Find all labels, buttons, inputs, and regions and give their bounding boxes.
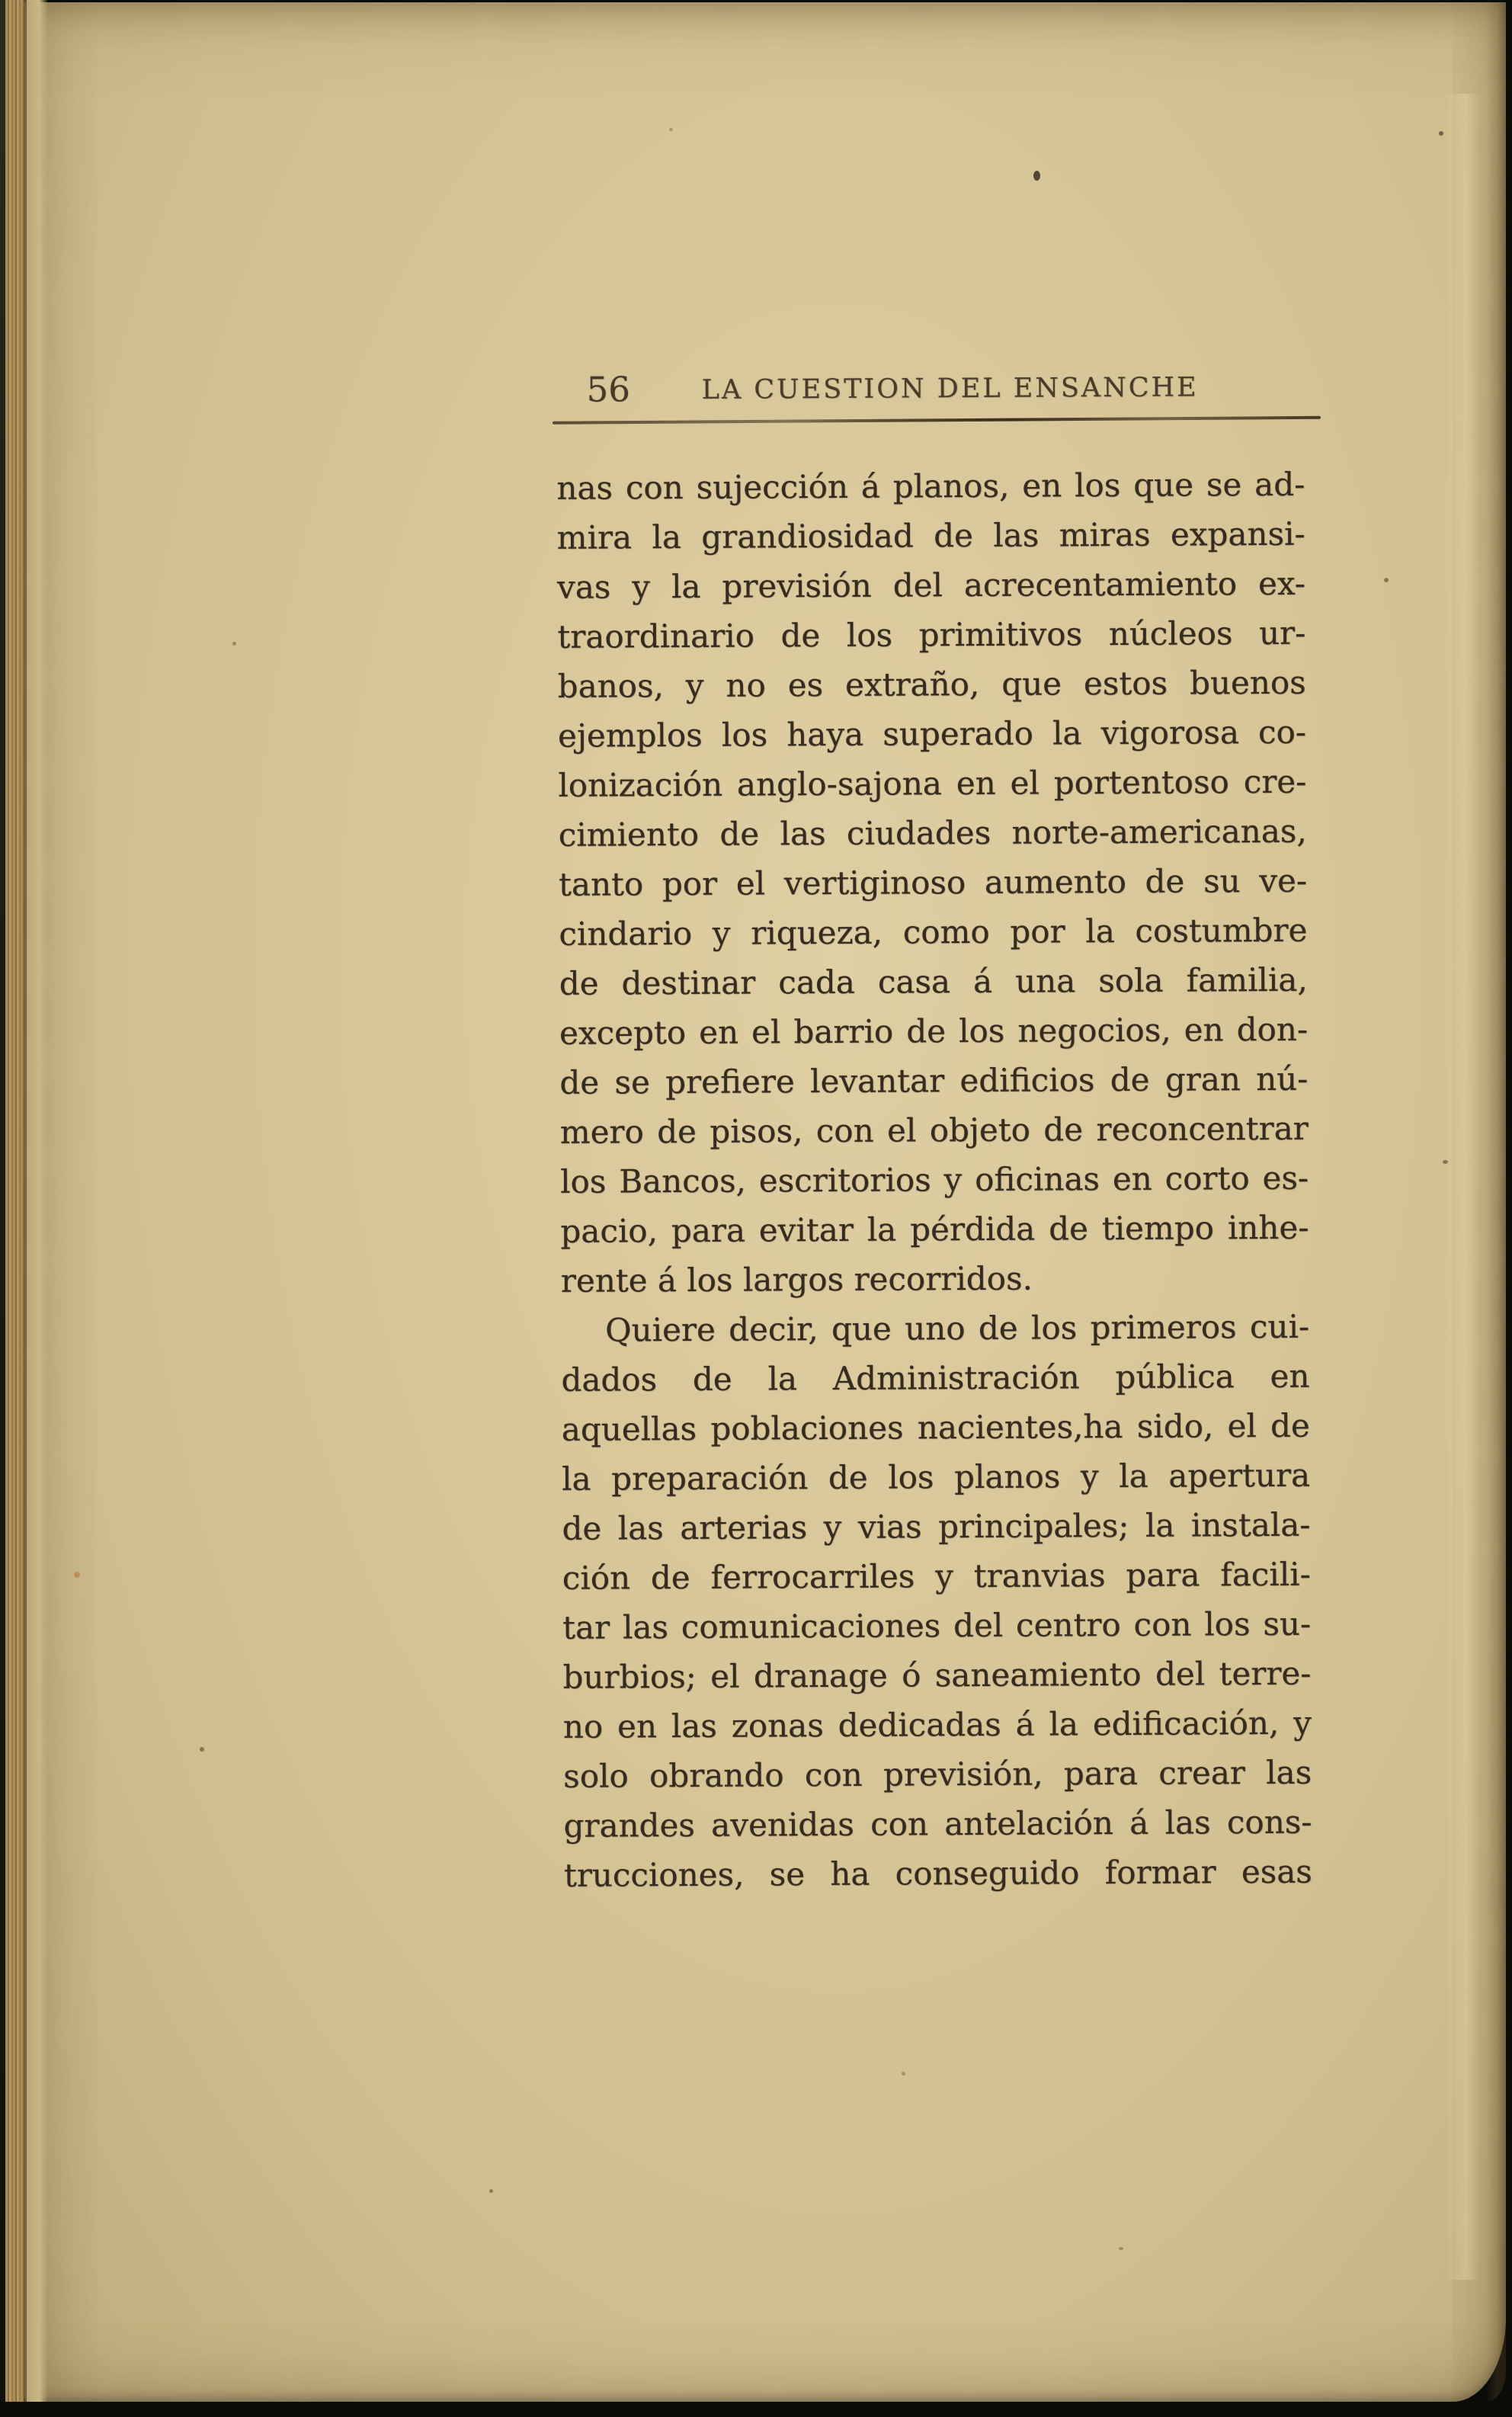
running-title: LA CUESTION DEL ENSANCHE	[701, 372, 1199, 406]
page-number: 56	[586, 369, 631, 410]
text-line: ejemplos los haya superado la vigorosa co-	[557, 713, 1307, 755]
text-line: rente á los largos recorridos.	[560, 1259, 1033, 1300]
text-line: los Bancos, escritorios y oficinas en corto es-	[560, 1159, 1309, 1200]
paper-speck	[74, 1572, 80, 1578]
text-line: dados de la Administración pública en	[561, 1357, 1310, 1399]
text-line: mira la grandiosidad de las miras expansi-	[556, 514, 1305, 556]
text-block	[556, 460, 1312, 1900]
text-line: tanto por el vertiginoso aumento de su ve-	[558, 861, 1308, 903]
paper-speck	[669, 128, 673, 131]
text-line: Quiere decir, que uno de los primeros cui-	[605, 1307, 1310, 1349]
text-line: nas con sujección á planos, en los que se ad-	[556, 465, 1305, 507]
text-line: banos, y no es extraño, que estos buenos	[557, 663, 1306, 705]
paper-speck	[1443, 1160, 1448, 1164]
text-line: excepto en el barrio de los negocios, en don-	[559, 1010, 1309, 1052]
text-line: cimiento de las ciudades norte-americanas,	[558, 812, 1307, 854]
text-line: vas y la previsión del acrecentamiento ex-	[556, 564, 1306, 606]
text-line: de las arterias y vias principales; la instala-	[562, 1505, 1311, 1547]
text-line: de se prefiere levantar edificios de gran nú-	[559, 1059, 1309, 1101]
text-line: aquellas poblaciones nacientes,ha sido, el de	[561, 1406, 1310, 1448]
text-line: pacio, para evitar la pérdida de tiempo inhe-	[560, 1208, 1309, 1250]
text-line: ción de ferrocarriles y tranvias para facili-	[562, 1555, 1311, 1597]
text-line: no en las zonas dedicadas á la edificación, y	[562, 1704, 1312, 1745]
text-line: burbios; el dranage ó saneamiento del terre-	[562, 1654, 1312, 1696]
paper-speck	[1439, 131, 1443, 136]
text-line: la preparación de los planos y la apertura	[562, 1456, 1311, 1498]
text-line: de destinar cada casa á una sola familia,	[559, 960, 1308, 1002]
text-line: mero de pisos, con el objeto de reconcentrar	[559, 1109, 1309, 1151]
text-line: grandes avenidas con antelación á las cons-	[563, 1803, 1312, 1845]
paper-speck	[902, 2072, 905, 2076]
paper-speck	[1033, 171, 1040, 181]
text-line: trucciones, se ha conseguido formar esas	[563, 1852, 1313, 1894]
paper-speck	[1384, 578, 1389, 582]
text-line: solo obrando con previsión, para crear las	[563, 1753, 1312, 1795]
paper-speck	[489, 2189, 493, 2193]
text-line: lonización anglo-sajona en el portentoso cre-	[558, 762, 1307, 804]
text-line: tar las comunicaciones del centro con los su-	[562, 1604, 1312, 1646]
text-line: cindario y riqueza, como por la costumbre	[559, 911, 1308, 953]
header-rule	[553, 416, 1321, 425]
paper-speck	[200, 1747, 204, 1752]
text-line: traordinario de los primitivos núcleos ur-	[557, 614, 1306, 656]
paper-speck	[1119, 2247, 1123, 2250]
paper-speck	[232, 642, 236, 646]
